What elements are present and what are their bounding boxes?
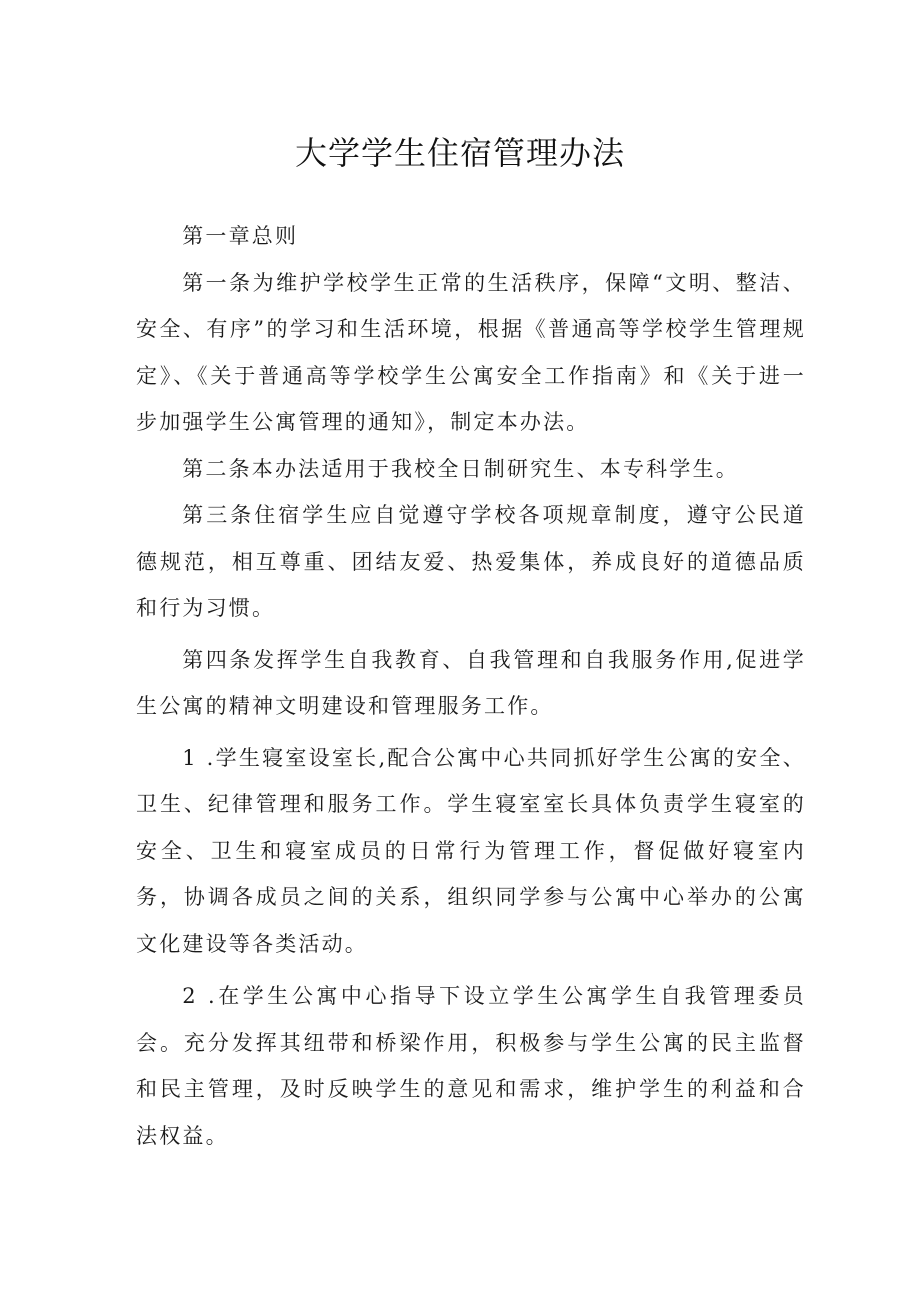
clause-1: 1 .学生寝室设室长,配合公寓中心共同抓好学生公寓的安全、卫生、纪律管理和服务工作。学生寝室室长具体负责学生寝室的安全、卫生和寝室成员的日常行为管理工作，督促做好寝室内务，协调各成员之间的关系，组织同学参与公寓中心举办的公寓文化建设等各类活动。 — [136, 745, 806, 956]
article-2: 第二条本办法适用于我校全日制研究生、本专科学生。 — [182, 456, 739, 481]
clause-2: 2 .在学生公寓中心指导下设立学生公寓学生自我管理委员会。充分发挥其纽带和桥梁作用，积极参与学生公寓的民主监督和民主管理，及时反映学生的意见和需求，维护学生的利益和合法权益。 — [136, 984, 806, 1148]
article-1: 第一条为维护学校学生正常的生活秩序，保障“文明、整洁、安全、有序”的学习和生活环境，根据《普通高等学校学生管理规定》、《关于普通高等学校学生公寓安全工作指南》和《关于进一步加强学生公寓管理的通知》，制定本办法。 — [136, 270, 806, 434]
chapter-heading: 第一章总则 — [182, 224, 299, 248]
document-body — [136, 213, 806, 1159]
document-title: 大学学生住宿管理办法 — [294, 134, 625, 172]
article-4: 第四条发挥学生自我教育、自我管理和自我服务作用,促进学生公寓的精神文明建设和管理服务工作。 — [136, 647, 806, 718]
article-3: 第三条住宿学生应自觉遵守学校各项规章制度，遵守公民道德规范，相互尊重、团结友爱、热爱集体，养成良好的道德品质和行为习惯。 — [136, 503, 806, 620]
